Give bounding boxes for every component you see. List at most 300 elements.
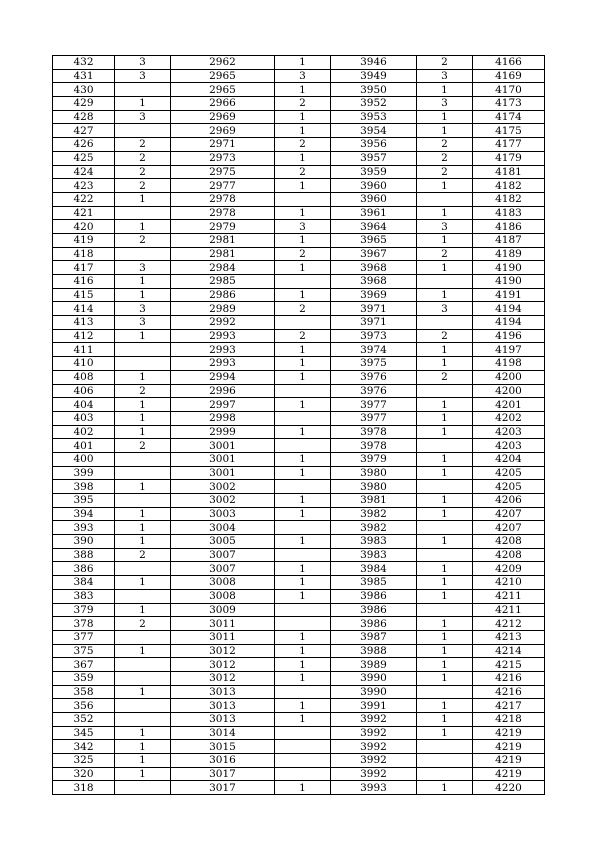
table-cell: 1 <box>115 535 171 549</box>
table-row <box>53 699 545 713</box>
table-cell: 2999 <box>171 425 275 439</box>
table-cell: 4196 <box>473 329 545 343</box>
table-cell <box>115 357 171 371</box>
table-cell: 3008 <box>171 576 275 590</box>
table-cell: 1 <box>115 685 171 699</box>
table-cell: 3017 <box>171 767 275 781</box>
table-cell: 1 <box>275 179 331 193</box>
table-cell: 1 <box>417 452 473 466</box>
table-cell: 3 <box>115 56 171 70</box>
table-cell: 3007 <box>171 548 275 562</box>
table-cell: 432 <box>53 56 115 70</box>
table-row <box>53 507 545 521</box>
table-cell: 4189 <box>473 247 545 261</box>
table-row <box>53 69 545 83</box>
table-cell <box>275 617 331 631</box>
table-cell: 1 <box>417 713 473 727</box>
table-row <box>53 261 545 275</box>
table-cell: 1 <box>115 97 171 111</box>
table-cell: 3982 <box>331 507 417 521</box>
table-cell: 320 <box>53 767 115 781</box>
table-row <box>53 439 545 453</box>
table-cell <box>115 781 171 795</box>
table-row <box>53 343 545 357</box>
table-cell: 1 <box>275 781 331 795</box>
table-row <box>53 384 545 398</box>
table-cell: 1 <box>275 494 331 508</box>
table-cell <box>115 124 171 138</box>
table-row <box>53 179 545 193</box>
table-cell: 1 <box>115 220 171 234</box>
table-cell: 423 <box>53 179 115 193</box>
table-cell: 416 <box>53 275 115 289</box>
table-cell: 342 <box>53 740 115 754</box>
table-row <box>53 754 545 768</box>
table-cell <box>115 206 171 220</box>
table-cell: 4211 <box>473 589 545 603</box>
table-cell: 3957 <box>331 151 417 165</box>
table-cell: 3964 <box>331 220 417 234</box>
table-cell: 4181 <box>473 165 545 179</box>
table-row <box>53 658 545 672</box>
table-cell: 3960 <box>331 179 417 193</box>
table-cell: 3992 <box>331 726 417 740</box>
table-cell: 2975 <box>171 165 275 179</box>
table-cell: 4198 <box>473 357 545 371</box>
table-cell: 1 <box>417 343 473 357</box>
table-cell <box>275 767 331 781</box>
table-cell: 3016 <box>171 754 275 768</box>
table-cell: 3956 <box>331 138 417 152</box>
table-cell <box>417 767 473 781</box>
table-cell: 3012 <box>171 644 275 658</box>
table-cell: 2986 <box>171 288 275 302</box>
table-cell: 1 <box>275 357 331 371</box>
table-cell: 1 <box>115 398 171 412</box>
table-cell: 399 <box>53 466 115 480</box>
table-cell: 4200 <box>473 370 545 384</box>
table-cell <box>275 740 331 754</box>
table-cell: 1 <box>417 562 473 576</box>
table-cell: 3954 <box>331 124 417 138</box>
table-row <box>53 220 545 234</box>
table-cell: 1 <box>417 179 473 193</box>
table-cell: 2996 <box>171 384 275 398</box>
table-cell: 4211 <box>473 603 545 617</box>
table-cell: 3985 <box>331 576 417 590</box>
table-cell: 4194 <box>473 316 545 330</box>
table-cell: 2993 <box>171 357 275 371</box>
table-cell: 3984 <box>331 562 417 576</box>
table-cell: 384 <box>53 576 115 590</box>
table-cell <box>275 192 331 206</box>
table-cell: 1 <box>417 261 473 275</box>
table-cell: 3981 <box>331 494 417 508</box>
table-cell: 430 <box>53 83 115 97</box>
table-cell: 1 <box>275 507 331 521</box>
table-row <box>53 726 545 740</box>
table-cell: 3014 <box>171 726 275 740</box>
table-cell <box>115 494 171 508</box>
table-cell: 2979 <box>171 220 275 234</box>
table-cell: 2 <box>417 329 473 343</box>
table-cell: 3987 <box>331 630 417 644</box>
table-cell: 1 <box>417 110 473 124</box>
table-row <box>53 713 545 727</box>
table-cell: 401 <box>53 439 115 453</box>
table-row <box>53 357 545 371</box>
table-cell: 4204 <box>473 452 545 466</box>
table-cell: 3002 <box>171 480 275 494</box>
table-row <box>53 644 545 658</box>
table-cell <box>115 466 171 480</box>
table-cell: 2 <box>115 138 171 152</box>
table-row <box>53 56 545 70</box>
table-cell: 3968 <box>331 261 417 275</box>
table-cell: 3975 <box>331 357 417 371</box>
table-cell: 1 <box>417 507 473 521</box>
table-cell: 2984 <box>171 261 275 275</box>
table-cell: 1 <box>417 124 473 138</box>
table-cell <box>275 548 331 562</box>
table-row <box>53 425 545 439</box>
table-cell: 4202 <box>473 411 545 425</box>
table-cell: 394 <box>53 507 115 521</box>
table-cell: 388 <box>53 548 115 562</box>
table-cell: 1 <box>417 83 473 97</box>
table-cell: 2 <box>417 56 473 70</box>
table-cell <box>417 754 473 768</box>
table-cell: 1 <box>275 288 331 302</box>
table-cell: 4170 <box>473 83 545 97</box>
table-cell: 2978 <box>171 192 275 206</box>
table-cell: 1 <box>417 398 473 412</box>
table-cell <box>417 480 473 494</box>
table-row <box>53 110 545 124</box>
table-cell: 3 <box>417 69 473 83</box>
table-cell: 378 <box>53 617 115 631</box>
table-cell: 3 <box>417 302 473 316</box>
table-cell: 1 <box>275 83 331 97</box>
table-cell: 1 <box>275 589 331 603</box>
table-cell: 4175 <box>473 124 545 138</box>
table-cell: 4219 <box>473 726 545 740</box>
table-cell: 2997 <box>171 398 275 412</box>
table-cell: 4214 <box>473 644 545 658</box>
table-cell <box>417 192 473 206</box>
table-row <box>53 275 545 289</box>
table-cell: 2 <box>275 247 331 261</box>
table-cell: 1 <box>275 370 331 384</box>
table-cell: 2 <box>115 151 171 165</box>
table-cell: 3991 <box>331 699 417 713</box>
table-cell: 418 <box>53 247 115 261</box>
table-cell: 1 <box>275 110 331 124</box>
table-cell: 3992 <box>331 713 417 727</box>
table-cell: 1 <box>275 425 331 439</box>
table-cell: 3011 <box>171 617 275 631</box>
table-cell: 1 <box>417 644 473 658</box>
table-cell: 386 <box>53 562 115 576</box>
table-cell: 356 <box>53 699 115 713</box>
table-cell: 402 <box>53 425 115 439</box>
table-cell: 2 <box>275 138 331 152</box>
table-cell: 4190 <box>473 261 545 275</box>
table-cell: 1 <box>115 740 171 754</box>
table-cell: 3 <box>115 261 171 275</box>
table-cell: 2993 <box>171 329 275 343</box>
table-row <box>53 603 545 617</box>
table-cell: 367 <box>53 658 115 672</box>
table-body <box>53 56 545 795</box>
table-cell: 3012 <box>171 658 275 672</box>
table-row <box>53 83 545 97</box>
table-cell: 2969 <box>171 110 275 124</box>
table-row <box>53 521 545 535</box>
table-row <box>53 124 545 138</box>
table-cell: 1 <box>275 713 331 727</box>
table-cell <box>417 521 473 535</box>
table-cell: 2977 <box>171 179 275 193</box>
table-cell: 412 <box>53 329 115 343</box>
table-cell: 390 <box>53 535 115 549</box>
table-cell: 410 <box>53 357 115 371</box>
table-row <box>53 671 545 685</box>
table-cell <box>275 316 331 330</box>
table-cell: 427 <box>53 124 115 138</box>
table-cell: 3002 <box>171 494 275 508</box>
table-cell: 2966 <box>171 97 275 111</box>
table-cell: 3001 <box>171 452 275 466</box>
table-cell: 2 <box>115 179 171 193</box>
table-cell: 383 <box>53 589 115 603</box>
table-cell: 4219 <box>473 754 545 768</box>
table-cell: 3983 <box>331 548 417 562</box>
table-row <box>53 138 545 152</box>
table-cell <box>115 713 171 727</box>
table-cell: 2992 <box>171 316 275 330</box>
table-cell: 1 <box>417 630 473 644</box>
table-cell <box>275 685 331 699</box>
table-cell: 2998 <box>171 411 275 425</box>
table-cell: 1 <box>417 699 473 713</box>
table-cell: 379 <box>53 603 115 617</box>
table-cell: 4220 <box>473 781 545 795</box>
table-cell: 4182 <box>473 192 545 206</box>
table-cell: 2 <box>275 302 331 316</box>
table-cell: 1 <box>417 233 473 247</box>
table-cell: 1 <box>115 192 171 206</box>
table-cell <box>275 603 331 617</box>
table-cell: 4217 <box>473 699 545 713</box>
table-cell: 352 <box>53 713 115 727</box>
table-cell: 4177 <box>473 138 545 152</box>
table-cell: 1 <box>115 754 171 768</box>
table-cell <box>115 658 171 672</box>
table-cell: 1 <box>275 206 331 220</box>
table-cell: 421 <box>53 206 115 220</box>
table-cell: 3982 <box>331 521 417 535</box>
table-cell: 4209 <box>473 562 545 576</box>
table-cell: 4218 <box>473 713 545 727</box>
table-cell: 4169 <box>473 69 545 83</box>
table-cell <box>115 699 171 713</box>
table-cell: 3952 <box>331 97 417 111</box>
table-cell: 3986 <box>331 603 417 617</box>
table-cell: 1 <box>275 124 331 138</box>
table-cell: 4219 <box>473 767 545 781</box>
table-cell: 4205 <box>473 480 545 494</box>
table-cell: 4207 <box>473 521 545 535</box>
table-cell: 4213 <box>473 630 545 644</box>
table-cell: 3 <box>275 220 331 234</box>
table-cell: 2973 <box>171 151 275 165</box>
table-cell: 1 <box>275 562 331 576</box>
table-row <box>53 617 545 631</box>
table-cell: 2985 <box>171 275 275 289</box>
table-row <box>53 247 545 261</box>
table-cell: 3968 <box>331 275 417 289</box>
table-cell: 4203 <box>473 425 545 439</box>
table-row <box>53 97 545 111</box>
table-cell: 2 <box>417 138 473 152</box>
table-cell: 3 <box>115 316 171 330</box>
table-cell: 3992 <box>331 740 417 754</box>
table-cell: 1 <box>275 535 331 549</box>
table-cell: 3009 <box>171 603 275 617</box>
table-cell <box>417 685 473 699</box>
table-cell: 404 <box>53 398 115 412</box>
table-cell <box>115 343 171 357</box>
table-cell: 2962 <box>171 56 275 70</box>
table-cell: 4197 <box>473 343 545 357</box>
table-cell: 1 <box>417 781 473 795</box>
table-cell: 3 <box>115 302 171 316</box>
table-cell: 1 <box>275 398 331 412</box>
table-cell: 4206 <box>473 494 545 508</box>
table-cell: 3980 <box>331 466 417 480</box>
table-cell: 325 <box>53 754 115 768</box>
table-cell: 2 <box>115 548 171 562</box>
table-cell: 1 <box>275 658 331 672</box>
table-row <box>53 370 545 384</box>
table-row <box>53 452 545 466</box>
table-cell: 3 <box>417 220 473 234</box>
table-cell: 1 <box>417 206 473 220</box>
table-cell: 3 <box>115 69 171 83</box>
table-cell: 2 <box>115 439 171 453</box>
table-cell: 3990 <box>331 671 417 685</box>
table-cell: 4173 <box>473 97 545 111</box>
table-cell: 2 <box>275 329 331 343</box>
table-cell: 4194 <box>473 302 545 316</box>
table-cell: 3971 <box>331 302 417 316</box>
table-cell <box>115 589 171 603</box>
table-cell: 4179 <box>473 151 545 165</box>
table-cell: 4203 <box>473 439 545 453</box>
table-cell: 1 <box>417 411 473 425</box>
table-cell: 3986 <box>331 617 417 631</box>
table-cell: 4182 <box>473 179 545 193</box>
table-cell: 4186 <box>473 220 545 234</box>
table-cell: 3973 <box>331 329 417 343</box>
table-cell: 4216 <box>473 671 545 685</box>
table-cell: 3007 <box>171 562 275 576</box>
table-cell: 1 <box>115 370 171 384</box>
table-cell: 4174 <box>473 110 545 124</box>
table-cell: 4208 <box>473 535 545 549</box>
table-cell: 4190 <box>473 275 545 289</box>
table-cell: 3959 <box>331 165 417 179</box>
table-cell: 1 <box>115 767 171 781</box>
table-cell: 3008 <box>171 589 275 603</box>
table-cell: 3005 <box>171 535 275 549</box>
table-cell: 4212 <box>473 617 545 631</box>
table-row <box>53 233 545 247</box>
table-cell: 3011 <box>171 630 275 644</box>
table-cell: 3001 <box>171 466 275 480</box>
table-cell: 1 <box>417 576 473 590</box>
table-cell: 415 <box>53 288 115 302</box>
table-cell: 4166 <box>473 56 545 70</box>
table-cell: 403 <box>53 411 115 425</box>
table-cell: 426 <box>53 138 115 152</box>
table-cell: 424 <box>53 165 115 179</box>
table-cell: 3012 <box>171 671 275 685</box>
table-cell: 400 <box>53 452 115 466</box>
table-cell: 3989 <box>331 658 417 672</box>
table-cell: 3976 <box>331 384 417 398</box>
table-cell <box>115 562 171 576</box>
table-cell: 3969 <box>331 288 417 302</box>
table-row <box>53 630 545 644</box>
table-cell: 414 <box>53 302 115 316</box>
table-row <box>53 466 545 480</box>
table-cell: 3017 <box>171 781 275 795</box>
table-cell <box>275 521 331 535</box>
table-cell <box>417 740 473 754</box>
table-cell <box>115 630 171 644</box>
table-row <box>53 548 545 562</box>
table-cell: 2994 <box>171 370 275 384</box>
table-cell: 1 <box>115 644 171 658</box>
table-cell: 2 <box>417 370 473 384</box>
table-cell: 3965 <box>331 233 417 247</box>
table-cell: 406 <box>53 384 115 398</box>
table-cell: 2981 <box>171 233 275 247</box>
table-cell: 1 <box>275 233 331 247</box>
table-cell: 2969 <box>171 124 275 138</box>
table-cell: 3976 <box>331 370 417 384</box>
table-cell: 3003 <box>171 507 275 521</box>
table-cell: 3977 <box>331 411 417 425</box>
table-row <box>53 576 545 590</box>
table-row <box>53 411 545 425</box>
table-cell: 2965 <box>171 69 275 83</box>
table-cell <box>417 316 473 330</box>
table-row <box>53 192 545 206</box>
table-cell: 408 <box>53 370 115 384</box>
table-cell: 2 <box>275 165 331 179</box>
table-cell: 3992 <box>331 767 417 781</box>
table-cell: 1 <box>417 658 473 672</box>
table-cell: 1 <box>115 411 171 425</box>
table-cell: 1 <box>275 699 331 713</box>
table-cell: 3004 <box>171 521 275 535</box>
table-cell: 359 <box>53 671 115 685</box>
table-cell: 395 <box>53 494 115 508</box>
table-cell: 1 <box>417 425 473 439</box>
